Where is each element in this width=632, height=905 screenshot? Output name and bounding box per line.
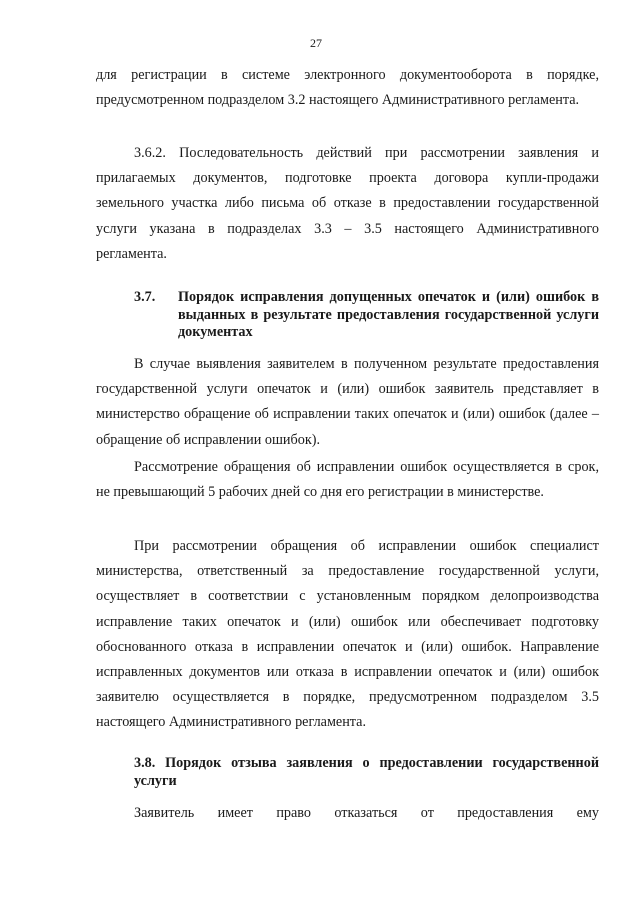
paragraph-review-deadline: Рассмотрение обращения об исправлении ошибок осуществляется в срок, не превышающий 5 рабочих дней со дня его регистрации в министерстве.: [96, 459, 599, 501]
paragraph-3-6-2: 3.6.2. Последовательность действий при рассмотрении заявления и прилагаемых документов, подготовке проекта договора купли-продажи земельного участка либо письма об отказе в предоставлении государственной услуги указана в подразделах 3.3 – 3.5 настоящего Административного регламента.: [96, 145, 599, 262]
section-3-7-number: 3.7.: [134, 289, 156, 305]
paragraph-continuation: для регистрации в системе электронного документооборота в порядке, предусмотренном подразделом 3.2 настоящего Административного регламента.: [96, 67, 599, 109]
section-3-8-heading: 3.8. Порядок отзыва заявления о предоставлении государственной услуги: [134, 755, 599, 789]
section-3-7-heading: Порядок исправления допущенных опечаток и (или) ошибок в выданных в результате предоставления государственной услуги документах: [178, 289, 599, 341]
paragraph-withdrawal-start: Заявитель имеет право отказаться от предоставления ему: [134, 805, 599, 821]
paragraph-error-report: В случае выявления заявителем в полученном результате предоставления государственной услуги опечаток и (или) ошибок заявитель представляет в министерство обращение об исправлении таких опечаток и (или) ошибок (далее – обращение об исправлении ошибок).: [96, 356, 599, 448]
page-number: 27: [310, 36, 322, 50]
paragraph-correction-procedure: При рассмотрении обращения об исправлении ошибок специалист министерства, ответственный за предоставление государственной услуги, осуществляет в соответствии с установленным порядком делопроизводства исправление таких опечаток и (или) ошибок или обеспечивает подготовку обоснованного отказа в исправлении опечаток и (или) ошибок. Направление исправленных документов или отказа в исправлении опечаток и (или) ошибок заявителю осуществляется в порядке, предусмотренном подразделом 3.5 настоящего Административного регламента.: [96, 538, 599, 731]
